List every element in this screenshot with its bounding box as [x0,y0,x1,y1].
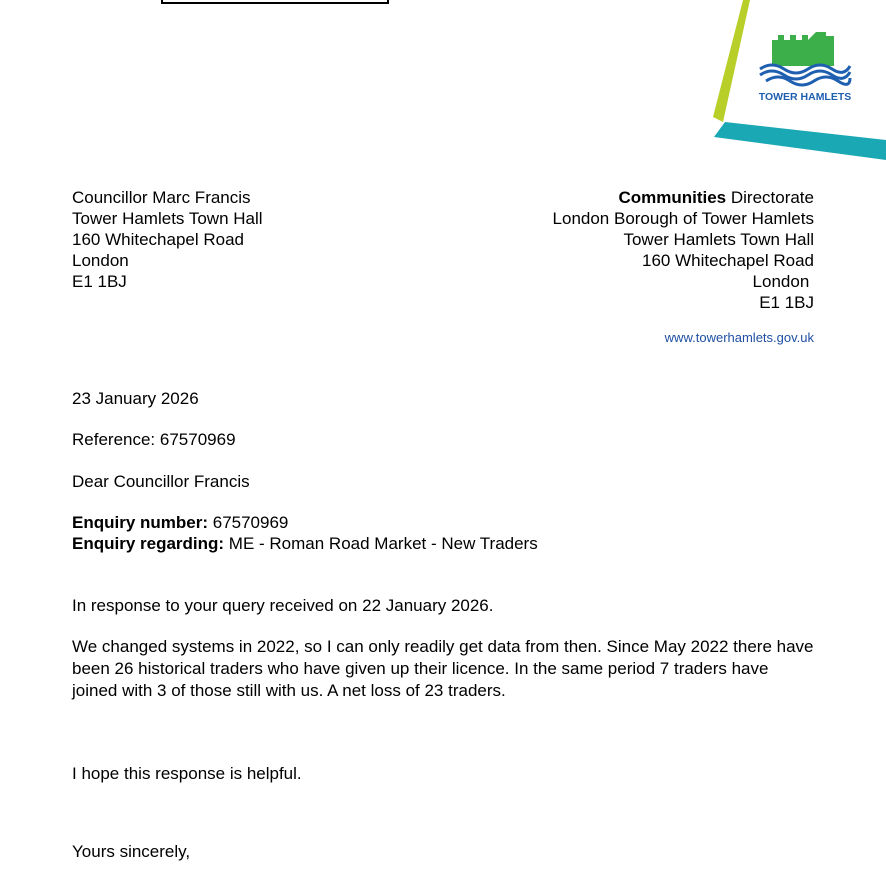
teal-stripe [714,122,886,160]
recipient-line: London [72,251,129,270]
sender-line: E1 1BJ [759,293,814,312]
logo-text: TOWER HAMLETS [758,91,852,103]
letter-sign-off: Yours sincerely, [72,842,191,861]
sender-line: Tower Hamlets Town Hall [623,230,814,249]
sender-line: London Borough of Tower Hamlets [552,209,814,228]
council-logo [700,0,886,165]
enquiry-regarding-value: ME - Roman Road Market - New Traders [224,534,538,553]
recipient-line: E1 1BJ [72,272,127,291]
sender-address [553,187,814,313]
sender-line: London [752,272,814,291]
sender-line: 160 Whitechapel Road [641,251,814,270]
letter-intro: In response to your query received on 22 January 2026. [72,596,494,615]
header-frame-box [161,0,389,4]
sender-directorate [553,187,814,208]
letter-date: 23 January 2026 [72,389,199,408]
recipient-line: Tower Hamlets Town Hall [72,209,263,228]
recipient-line: Councillor Marc Francis [72,188,251,207]
castle-waves-icon [760,32,850,85]
enquiry-number-value: 67570969 [208,513,289,532]
letter-body: We changed systems in 2022, so I can only readily get data from then. Since May 2022 there have been 26 historical traders who have given up their licence. In the same period 7 traders have joined with 3 of those still with us. A net loss of 23 traders. [72,637,814,700]
directorate-bold: Communities [618,188,727,207]
website-link[interactable]: www.towerhamlets.gov.uk [664,330,814,345]
enquiry-number-label: Enquiry number: [72,513,209,532]
recipient-address [72,187,263,292]
recipient-line: 160 Whitechapel Road [72,230,245,249]
enquiry-regarding-label: Enquiry regarding: [72,534,225,553]
lime-stripe [713,0,750,122]
enquiry-regarding [72,533,538,555]
letter-reference: Reference: 67570969 [72,430,236,449]
directorate-rest: Directorate [726,188,814,207]
enquiry-number [72,512,288,534]
letter-closing: I hope this response is helpful. [72,764,302,783]
letter-salutation: Dear Councillor Francis [72,472,250,491]
